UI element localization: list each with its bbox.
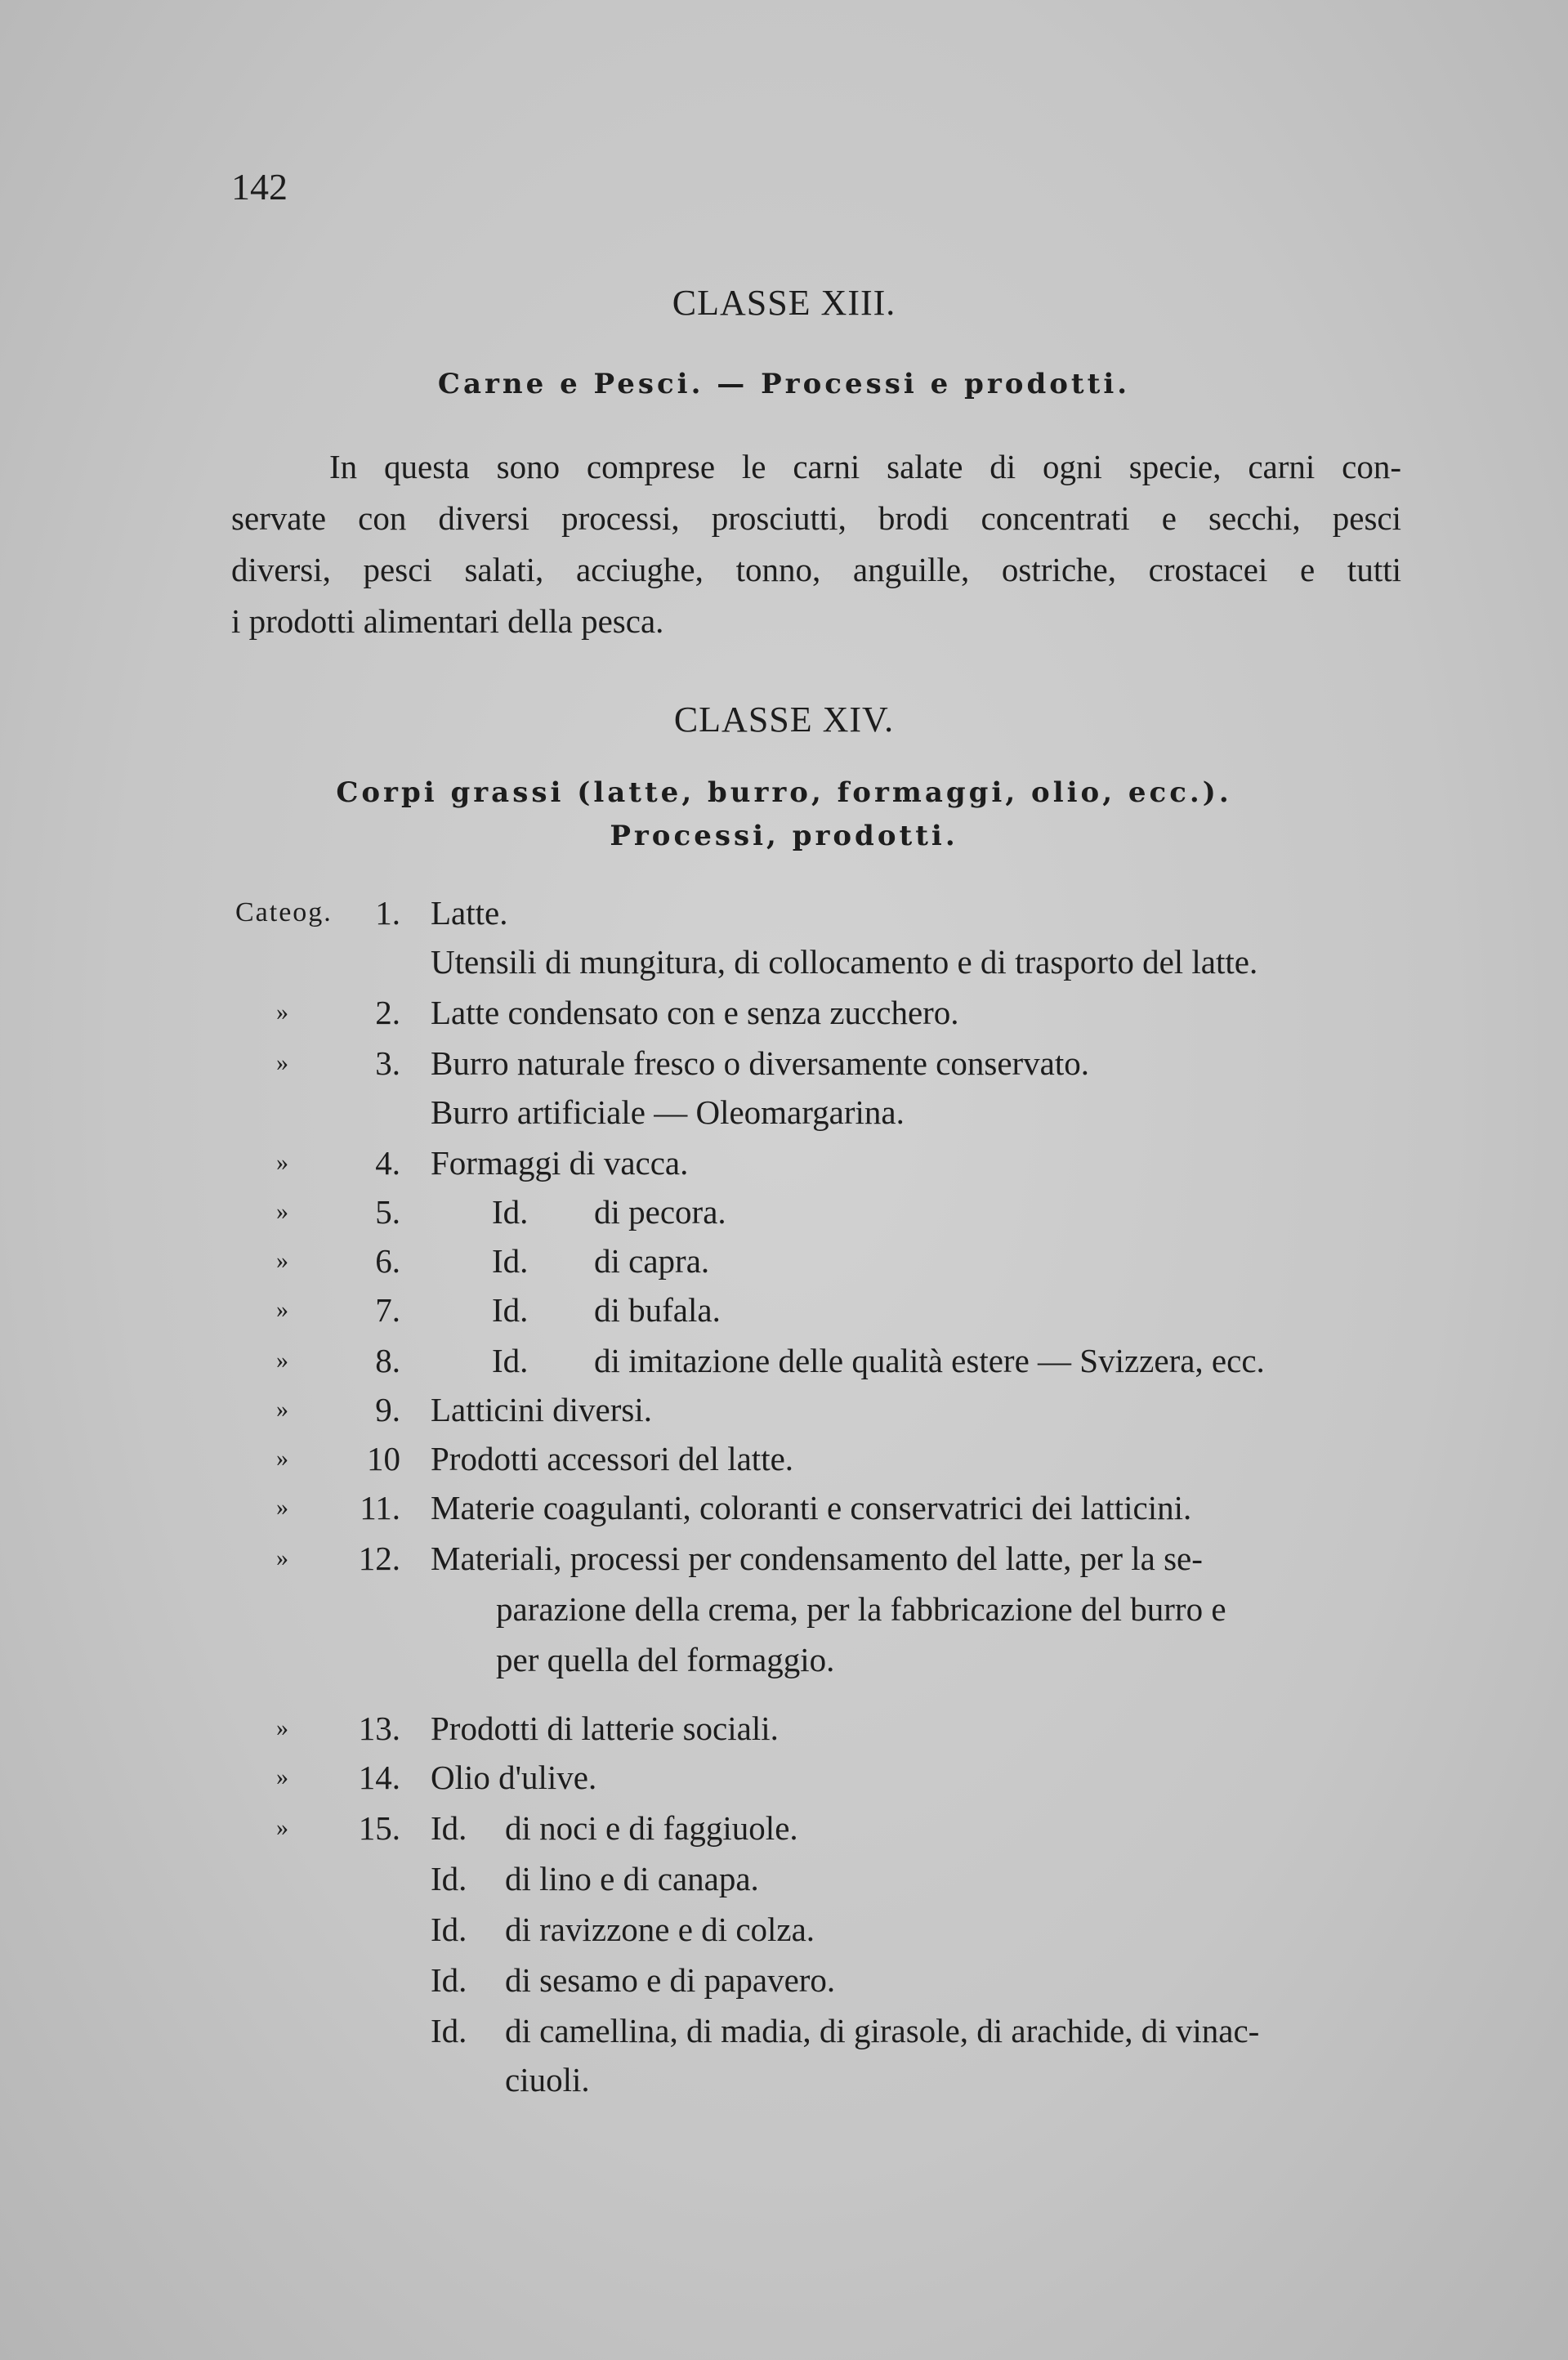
item-text-continuation: ciuoli.: [505, 2061, 590, 2099]
ditto-mark: »: [276, 1494, 288, 1521]
ditto-mark: »: [276, 1347, 288, 1374]
ditto-mark: »: [276, 1198, 288, 1225]
item-number: 3.: [375, 1044, 400, 1082]
item-number: 12.: [358, 1540, 400, 1577]
ditto-mark: »: [276, 1544, 288, 1571]
intro-line: In questa sono comprese le carni salate di ogni specie, carni con-: [329, 448, 1401, 485]
item-text-continuation: parazione della crema, per la fabbricazione del burro e: [496, 1590, 1226, 1628]
ditto-mark: »: [276, 1396, 288, 1423]
item-number: 2.: [375, 994, 400, 1031]
item-number: 10: [367, 1440, 400, 1477]
item-number: 9.: [375, 1391, 400, 1428]
item-number: 11.: [360, 1489, 400, 1526]
ditto-mark: »: [276, 1763, 288, 1790]
item-number: 4.: [375, 1144, 400, 1182]
item-number: 13.: [358, 1710, 400, 1747]
class13-intro: [231, 441, 1401, 647]
categ-label: Cateog.: [235, 897, 333, 927]
item-text: Formaggi di vacca.: [431, 1144, 689, 1182]
ditto-mark: »: [276, 999, 288, 1026]
class14-subtitle-2: Processi, prodotti.: [610, 820, 958, 852]
item-text: Burro naturale fresco o diversamente conservato.: [431, 1044, 1090, 1082]
item-text: Materie coagulanti, coloranti e conservatrici dei latticini.: [431, 1489, 1192, 1526]
item-text: di bufala.: [594, 1291, 721, 1329]
class13-subtitle: Carne e Pesci. — Processi e prodotti.: [437, 368, 1131, 400]
item-number: 1.: [375, 894, 400, 932]
ditto-mark: »: [276, 1445, 288, 1472]
item-number: 15.: [358, 1809, 400, 1847]
item-text: Utensili di mungitura, di collocamento e di trasporto del latte.: [431, 943, 1258, 981]
item-text: Latticini diversi.: [431, 1391, 652, 1428]
ditto-id: Id.: [492, 1242, 529, 1280]
ditto-mark: »: [276, 1814, 288, 1841]
item-text: di pecora.: [594, 1193, 726, 1231]
ditto-mark: »: [276, 1247, 288, 1274]
item-number: 6.: [375, 1242, 400, 1280]
class14-subtitle: Corpi grassi (latte, burro, formaggi, olio, ecc.).: [336, 776, 1232, 809]
ditto-id: Id.: [492, 1193, 529, 1231]
ditto-id: Id.: [431, 2012, 467, 2049]
item-text: Prodotti di latterie sociali.: [431, 1710, 779, 1747]
intro-line: diversi, pesci salati, acciughe, tonno, anguille, ostriche, crostacei e tutti: [231, 551, 1401, 588]
item-text: Olio d'ulive.: [431, 1759, 597, 1796]
intro-line: i prodotti alimentari della pesca.: [231, 602, 664, 640]
item-text: di capra.: [594, 1242, 710, 1280]
item-text: di noci e di faggiuole.: [505, 1809, 798, 1847]
item-text: di camellina, di madia, di girasole, di arachide, di vinac-: [505, 2012, 1260, 2049]
intro-line: servate con diversi processi, prosciutti, brodi concentrati e secchi, pesci: [231, 499, 1401, 537]
ditto-mark: »: [276, 1149, 288, 1176]
item-number: 7.: [375, 1291, 400, 1329]
item-text: Materiali, processi per condensamento del latte, per la se-: [431, 1540, 1203, 1577]
item-text: Latte condensato con e senza zucchero.: [431, 994, 959, 1031]
class13-title: CLASSE XIII.: [672, 283, 896, 323]
ditto-mark: »: [276, 1714, 288, 1741]
ditto-id: Id.: [492, 1342, 529, 1379]
item-text: Burro artificiale — Oleomargarina.: [431, 1093, 905, 1131]
item-text: Latte.: [431, 894, 508, 932]
item-text: di imitazione delle qualità estere — Svizzera, ecc.: [594, 1342, 1265, 1379]
item-number: 8.: [375, 1342, 400, 1379]
page-number: 142: [231, 166, 288, 208]
ditto-mark: »: [276, 1296, 288, 1323]
item-number: 14.: [358, 1759, 400, 1796]
ditto-id: Id.: [431, 1911, 467, 1948]
ditto-id: Id.: [431, 1961, 467, 1999]
item-text: di ravizzone e di colza.: [505, 1911, 815, 1948]
item-text: Prodotti accessori del latte.: [431, 1440, 794, 1477]
item-number: 5.: [375, 1193, 400, 1231]
ditto-id: Id.: [492, 1291, 529, 1329]
item-text-continuation: per quella del formaggio.: [496, 1641, 835, 1678]
ditto-id: Id.: [431, 1860, 467, 1897]
class14-title: CLASSE XIV.: [673, 700, 895, 740]
ditto-id: Id.: [431, 1809, 467, 1847]
ditto-mark: »: [276, 1049, 288, 1076]
item-text: di sesamo e di papavero.: [505, 1961, 836, 1999]
item-text: di lino e di canapa.: [505, 1860, 759, 1897]
